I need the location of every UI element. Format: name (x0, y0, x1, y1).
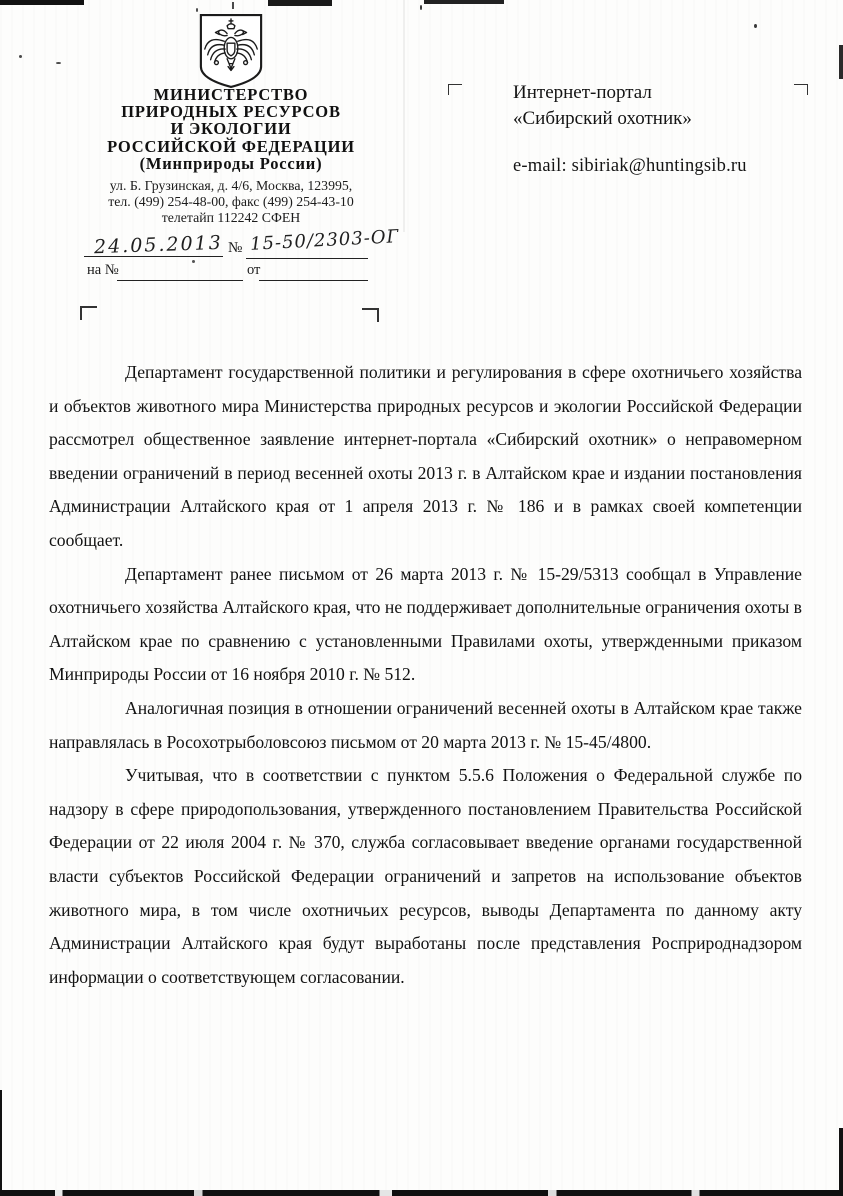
scan-artifact-top-strip (268, 0, 332, 6)
coat-of-arms-icon (197, 12, 265, 90)
scan-artifact-bottom-edge (0, 1190, 843, 1196)
scan-speck (56, 62, 61, 64)
handwritten-document-number: 15-50/2303-ОГ (249, 226, 400, 255)
date-blank-line (84, 256, 223, 257)
ministry-name (95, 86, 367, 172)
scan-artifact-top-strip (0, 0, 84, 5)
corner-bracket-icon (80, 306, 97, 320)
scan-speck (754, 24, 757, 28)
scan-speck (420, 5, 422, 10)
ministry-name-line: И ЭКОЛОГИИ (170, 119, 292, 139)
address-line: телетайп 112242 СФЕН (161, 209, 301, 225)
address-line: ул. Б. Грузинская, д. 4/6, Москва, 123995, (109, 178, 353, 193)
reply-date-label: от (247, 262, 261, 278)
ministry-short-name: (Минприроды России) (139, 153, 323, 173)
letter-body (49, 356, 802, 994)
body-paragraph-3: Аналогичная позиция в отношении ограничений весенней охоты в Алтайском крае также направлялась в Росохотрыболовсоюз письмом от 20 марта 2013 г. № 15-45/4800. (49, 697, 802, 752)
reply-number-blank-line (117, 280, 243, 281)
ministry-name-line: РОССИЙСКОЙ ФЕДЕРАЦИИ (107, 136, 355, 156)
recipient-line: «Сибирский охотник» (513, 108, 692, 129)
scan-artifact-streak (403, 0, 405, 232)
scan-artifact-right-edge (839, 1128, 843, 1196)
corner-bracket-icon (362, 308, 379, 322)
body-paragraph-2: Департамент ранее письмом от 26 марта 2013 г. № 15-29/5313 сообщал в Управление охотничьего хозяйства Алтайского края, что не поддерживает дополнительные ограничения охоты в Алтайском крае по сравнению с установленными Правилами охоты, утвержденными приказом Минприроды России от 16 ноября 2010 г. № 512. (49, 563, 802, 685)
recipient-email: e-mail: sibiriak@huntingsib.ru (513, 156, 747, 176)
letterhead-address (95, 178, 367, 225)
ministry-name-line: ПРИРОДНЫХ РЕСУРСОВ (121, 102, 341, 122)
number-label: № (228, 240, 243, 256)
body-paragraph-1: Департамент государственной политики и регулирования в сфере охотничьего хозяйства и объектов животного мира Министерства природных ресурсов и экологии Российской Федерации рассмотрел общественное заявление интернет-портала «Сибирский охотник» о неправомерном введении ограничений в период весенней охоты 2013 г. в Алтайском крае и издании постановления Администрации Алтайского края от 1 апреля 2013 г. № 186 и в рамках своей компетенции сообщает. (49, 362, 802, 550)
number-blank-line (246, 258, 368, 259)
ministry-name-line: МИНИСТЕРСТВО (153, 85, 309, 104)
recipient-line: Интернет-портал (513, 82, 652, 103)
scan-speck (232, 2, 234, 9)
scan-artifact-top-strip (424, 0, 504, 4)
scan-speck (192, 260, 195, 263)
address-line: тел. (499) 254-48-00, факс (499) 254-43-10 (108, 193, 354, 209)
scan-artifact-left-edge (0, 1090, 2, 1196)
reply-to-label: на № (87, 262, 119, 278)
body-paragraph-4: Учитывая, что в соответствии с пунктом 5.5.6 Положения о Федеральной службе по надзору в сфере природопользования, утвержденного постановлением Правительства Российской Федерации от 22 июля 2004 г. № 370, служба согласовывает введение органами государственной власти субъектов Российской Федерации ограничений и запретов на использование объектов животного мира, в том числе охотничьих ресурсов, выводы Департамента по данному акту Администрации Алтайского края будут выработаны после представления Росприроднадзором информации о соответствующем согласовании. (49, 765, 802, 987)
handwritten-date: 24.05.2013 (93, 231, 224, 259)
corner-bracket-icon (448, 84, 462, 95)
recipient-block (513, 80, 805, 179)
scan-artifact-right-edge (839, 45, 843, 79)
scan-speck (19, 55, 22, 58)
reply-date-blank-line (259, 280, 368, 281)
